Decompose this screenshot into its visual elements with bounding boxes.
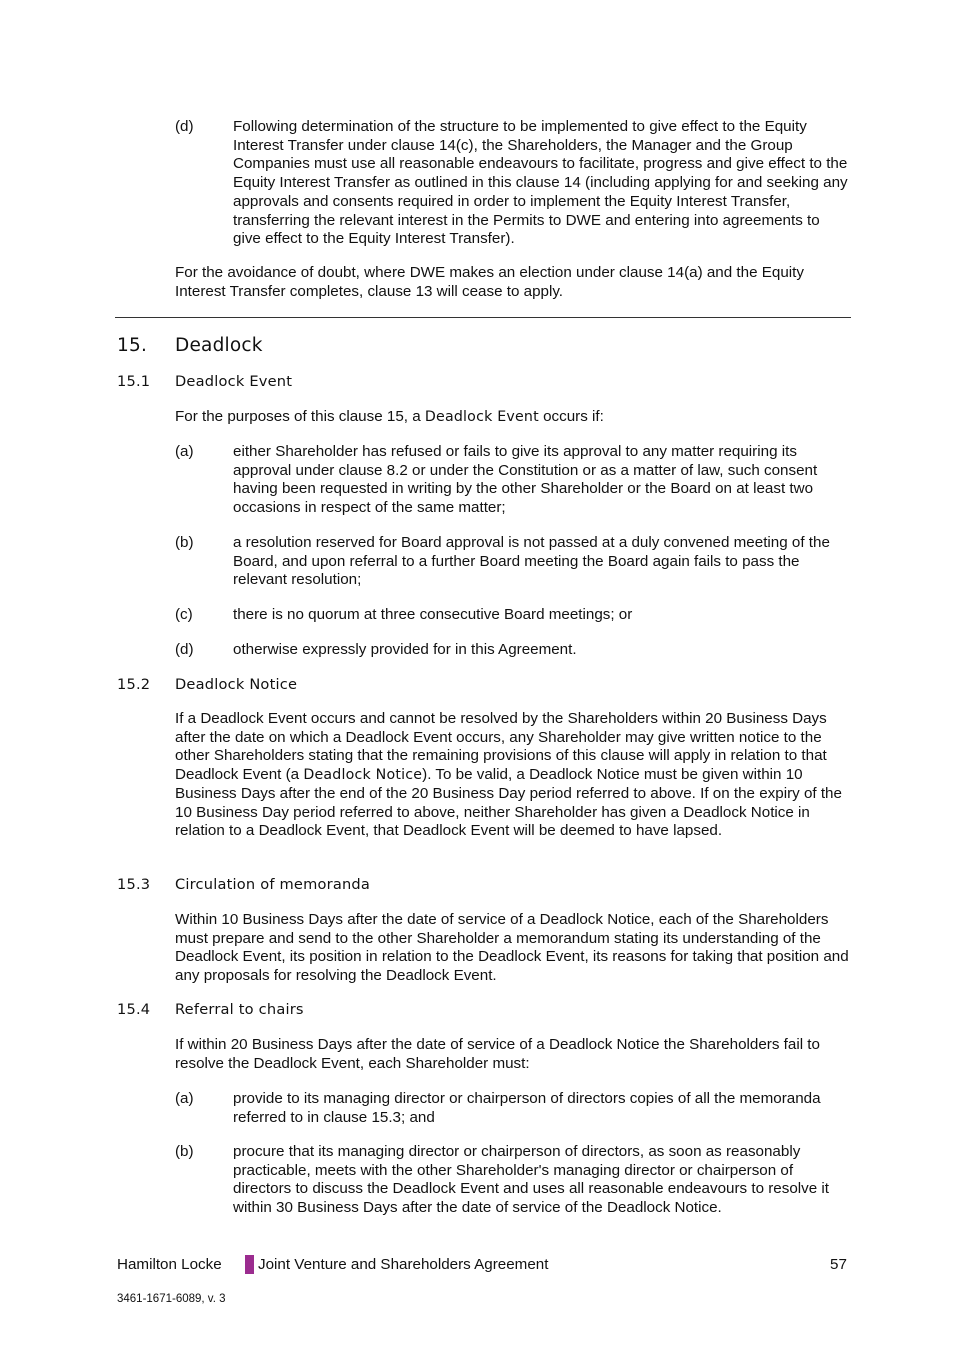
clause-15-2-text — [175, 710, 851, 841]
clause-15-1-number: 15.1 — [117, 373, 151, 390]
clause-15-1-d-label: (d) — [175, 641, 194, 658]
clause-15-4-a-text: provide to its managing director or chairperson of directors copies of all the memoranda referred to in clause 15.3; and — [233, 1090, 821, 1126]
clause-15-2-title: Deadlock Notice — [175, 676, 298, 693]
defined-term-deadlock-event: Deadlock Event — [424, 409, 539, 425]
clause-15-4-intro: If within 20 Business Days after the date of service of a Deadlock Notice the Shareholders fail to resolve the Deadlock Event, each Shareholder must: — [175, 1036, 820, 1072]
defined-term-deadlock-notice: Deadlock Notice — [303, 767, 423, 784]
intro-text-after: occurs if: — [538, 408, 604, 425]
footer-brand-mark — [245, 1255, 254, 1274]
clause-14-d-label: (d) — [175, 118, 194, 135]
clause-15-1-intro — [175, 408, 855, 427]
clause-15-title: Deadlock — [175, 335, 263, 356]
notice-text-before: If a Deadlock Event occurs and cannot be resolved by the Shareholders within 20 Business Days after the date on which a Deadlock Event occurs, any Shareholder may give written notice to the other Shareholders stating that the remaining provisions of this clause will apply in relation to that Deadlock Event (a — [175, 710, 827, 784]
clause-15-4-b-text: procure that its managing director or chairperson of directors, as soon as reasonably practicable, meets with the other Shareholder's managing director or chairperson of directors to discuss the Deadlock Event and uses all reasonable endeavours to resolve it within 30 Business Days after the date of service of the Deadlock Notice. — [233, 1143, 830, 1217]
clause-15-1-b-label: (b) — [175, 534, 194, 551]
intro-text-before: For the purposes of this clause 15, a — [175, 408, 425, 425]
clause-15-2-number: 15.2 — [117, 676, 151, 693]
clause-15-4-title: Referral to chairs — [175, 1001, 304, 1018]
clause-15-3-number: 15.3 — [117, 876, 151, 893]
clause-15-4-number: 15.4 — [117, 1001, 151, 1018]
clause-15-1-d-text: otherwise expressly provided for in this Agreement. — [233, 641, 577, 658]
avoidance-of-doubt-paragraph: For the avoidance of doubt, where DWE makes an election under clause 14(a) and the Equity Interest Transfer completes, clause 13 will cease to apply. — [175, 264, 804, 300]
section-divider — [115, 317, 851, 318]
clause-15-4-a-label: (a) — [175, 1090, 194, 1107]
clause-15-3-title: Circulation of memoranda — [175, 876, 371, 893]
clause-15-1-a-label: (a) — [175, 443, 194, 460]
footer-firm-name: Hamilton Locke — [117, 1256, 222, 1273]
clause-15-1-a-text: either Shareholder has refused or fails to give its approval to any matter requiring its approval under clause 8.2 or under the Constitution or as a matter of law, such consent having been requested in writing by the other Shareholder or the Board on at least two occasions in respect of the same matter; — [233, 443, 818, 517]
clause-14-d-text: Following determination of the structure to be implemented to give effect to the Equity Interest Transfer under clause 14(c), the Shareholders, the Manager and the Group Companies must use all reasonable endeavours to facilitate, progress and give effect to the Equity Interest Transfer as outlined in this clause 14 (including applying for and seeking any approvals and consents required in order to implement the Equity Interest Transfer, transferring the relevant interest in the Permits to DWE and entering into agreements to give effect to the Equity Interest Transfer). — [233, 118, 848, 248]
clause-15-1-c-text: there is no quorum at three consecutive Board meetings; or — [233, 606, 633, 623]
clause-15-1-title: Deadlock Event — [175, 373, 293, 390]
clause-15-1-c-label: (c) — [175, 606, 193, 623]
footer-page-number: 57 — [830, 1256, 847, 1273]
notice-text-after: ). To be valid, a Deadlock Notice must be given within 10 Business Days after the end of the 20 Business Day period referred to above. If on the expiry of the 10 Business Day period referred to above, neither Shareholder has given a Deadlock Notice in relation to a Deadlock Event, that Deadlock Event will be deemed to have lapsed. — [175, 766, 842, 840]
clause-15-1-b-text: a resolution reserved for Board approval is not passed at a duly convened meeting of the Board, and upon referral to a further Board meeting the Board again fails to pass the relevant resolution; — [233, 534, 830, 589]
clause-15-4-b-label: (b) — [175, 1143, 194, 1160]
clause-15-number: 15. — [117, 335, 148, 356]
clause-15-3-text: Within 10 Business Days after the date of service of a Deadlock Notice, each of the Shareholders must prepare and send to the other Shareholder a memorandum stating its understanding of the Deadlock Event, its position in relation to the Deadlock Event, its reasons for taking that position and any proposals for resolving the Deadlock Event. — [175, 911, 849, 985]
footer-document-title: Joint Venture and Shareholders Agreement — [258, 1256, 549, 1273]
footer-document-reference: 3461-1671-6089, v. 3 — [117, 1293, 226, 1305]
